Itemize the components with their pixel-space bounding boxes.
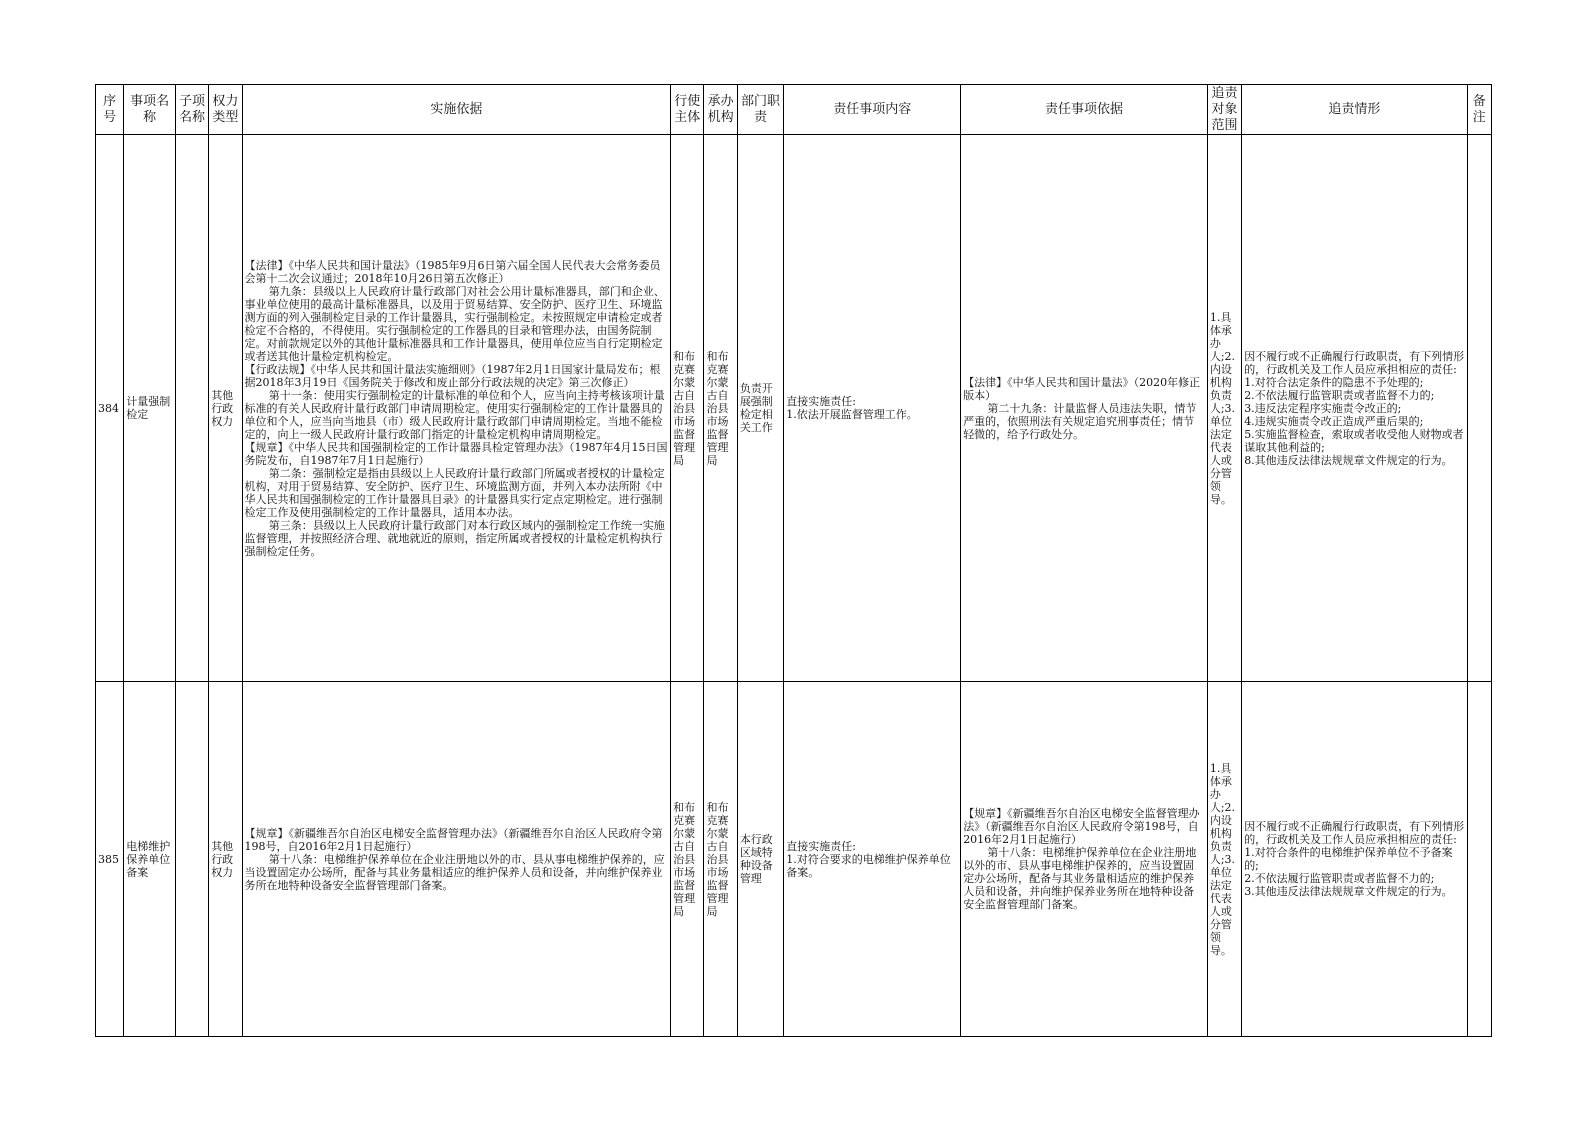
resp-basis-line: 【法律】《中华人民共和国计量法》（2020年修正版本） xyxy=(963,375,1201,402)
basis-line: 【法律】《中华人民共和国计量法》（1985年9月6日第六届全国人民代表大会常务委员会第十二次会议通过；2018年10月26日第五次修正） xyxy=(244,258,661,285)
header-sub-name: 子项名称 xyxy=(175,85,208,135)
accountability-line: 8.其他违反法律法规规章文件规定的行为。 xyxy=(1244,453,1453,467)
basis-cell xyxy=(242,682,671,1037)
dept-duty-cell: 负责开展强制检定相关工作 xyxy=(737,135,783,682)
item-name-cell: 电梯维护保养单位备案 xyxy=(124,682,176,1037)
power-type-cell: 其他行政权力 xyxy=(209,682,242,1037)
header-resp-basis: 责任事项依据 xyxy=(961,85,1208,135)
accountability-scope-cell: 1.具体承办人;2.内设机构负责人;3.单位法定代表人或分管领导。 xyxy=(1207,682,1241,1037)
power-type-cell: 其他行政权力 xyxy=(209,135,242,682)
accountability-line: 3.其他违反法律法规规章文件规定的行为。 xyxy=(1244,885,1453,898)
basis-line: 【规章】《新疆维吾尔自治区电梯安全监督管理办法》（新疆维吾尔自治区人民政府令第198号，自2016年2月1日起施行） xyxy=(244,826,663,853)
org-cell: 和布克赛尔蒙古自治县市场监督管理局 xyxy=(704,682,737,1037)
remark-cell xyxy=(1467,135,1491,682)
sub-name-cell xyxy=(175,135,208,682)
accountability-line: 因不履行或不正确履行行政职责，有下列情形的，行政机关及工作人员应承担相应的责任: xyxy=(1244,349,1465,376)
accountability-line: 因不履行或不正确履行行政职责，有下列情形的，行政机关及工作人员应承担相应的责任: xyxy=(1244,820,1465,846)
resp-content-cell xyxy=(784,682,961,1037)
subject-cell: 和布克赛尔蒙古自治县市场监督管理局 xyxy=(671,682,704,1037)
table-row xyxy=(96,135,1492,682)
accountability-cases-cell xyxy=(1242,135,1467,682)
item-name-cell: 计量强制检定 xyxy=(124,135,176,682)
header-remark: 备注 xyxy=(1467,85,1491,135)
basis-line: 第三条：县级以上人民政府计量行政部门对本行政区域内的强制检定工作统一实施监督管理，并按照经济合理、就地就近的原则，指定所属或者授权的计量检定机构执行强制检定任务。 xyxy=(244,518,665,558)
responsibility-table xyxy=(95,84,1492,1037)
dept-duty-cell: 本行政区域特种设备管理 xyxy=(737,682,783,1037)
resp-basis-line: 第二十九条：计量监督人员违法失职，情节严重的，依照刑法有关规定追究刑事责任；情节轻微的，给予行政处分。 xyxy=(963,401,1197,441)
remark-cell xyxy=(1467,682,1491,1037)
basis-line: 第十一条：使用实行强制检定的计量标准的单位和个人，应当向主持考核该项计量标准的有关人民政府计量行政部门申请周期检定。使用实行强制检定的工作计量器具的单位和个人，应当向当地县（市）级人民政府计量行政部门申请周期检定。当地不能检定的，向上一级人民政府计量行政部门指定的计量检定机构申请周期检定。 xyxy=(244,388,665,441)
resp-content-line: 直接实施责任: xyxy=(786,395,857,408)
resp-basis-line: 第十八条：电梯维护保养单位在企业注册地以外的市、县从事电梯维护保养的，应当设置固定办公场所，配备与其业务量相适应的维护保养人员和设备，并向维护保养业务所在地特种设备安全监督管理部门备案。 xyxy=(963,846,1197,911)
seq-cell: 385 xyxy=(96,682,124,1037)
accountability-line: 5.实施监督检查，索取或者收受他人财物或者谋取其他利益的; xyxy=(1244,427,1464,454)
header-subject: 行使主体 xyxy=(671,85,704,135)
header-org: 承办机构 xyxy=(704,85,737,135)
accountability-line: 2.不依法履行监管职责或者监督不力的; xyxy=(1244,388,1435,402)
header-dept-duty: 部门职责 xyxy=(737,85,783,135)
basis-line: 第二条：强制检定是指由县级以上人民政府计量行政部门所属或者授权的计量检定机构，对用于贸易结算、安全防护、医疗卫生、环境监测方面，并列入本办法所附《中华人民共和国强制检定的工作计量器具目录》的计量器具实行定点定期检定。进行强制检定工作及使用强制检定的工作计量器具，适用本办法。 xyxy=(244,466,665,519)
header-seq: 序号 xyxy=(96,85,124,135)
accountability-line: 3.违反法定程序实施责令改正的; xyxy=(1244,401,1402,415)
sub-name-cell xyxy=(175,682,208,1037)
header-item-name: 事项名称 xyxy=(124,85,176,135)
resp-content-cell xyxy=(784,135,961,682)
header-basis: 实施依据 xyxy=(242,85,671,135)
resp-basis-cell xyxy=(961,135,1208,682)
basis-line: 第九条：县级以上人民政府计量行政部门对社会公用计量标准器具，部门和企业、事业单位使用的最高计量标准器具，以及用于贸易结算、安全防护、医疗卫生、环境监测方面的列入强制检定目录的工作计量器具，实行强制检定。未按照规定申请检定或者检定不合格的，不得使用。实行强制检定的工作器具的目录和管理办法，由国务院制定。对前款规定以外的其他计量标准器具和工作计量器具，使用单位应当自行定期检定或者送其他计量检定机构检定。 xyxy=(244,284,665,363)
header-row xyxy=(96,85,1492,135)
basis-cell xyxy=(242,135,671,682)
accountability-line: 2.不依法履行监管职责或者监督不力的; xyxy=(1244,872,1435,885)
table-row xyxy=(96,682,1492,1037)
header-resp-content: 责任事项内容 xyxy=(784,85,961,135)
seq-cell: 384 xyxy=(96,135,124,682)
resp-content-line: 直接实施责任: xyxy=(786,839,857,853)
accountability-cases-cell xyxy=(1242,682,1467,1037)
accountability-line: 1.对符合条件的电梯维护保养单位不予备案的; xyxy=(1244,846,1453,872)
resp-content-line: 1.对符合要求的电梯维护保养单位备案。 xyxy=(786,852,951,879)
org-cell: 和布克赛尔蒙古自治县市场监督管理局 xyxy=(704,135,737,682)
header-accountability-scope: 追责对象范围 xyxy=(1207,85,1241,135)
header-accountability-cases: 追责情形 xyxy=(1242,85,1467,135)
resp-basis-cell xyxy=(961,682,1208,1037)
subject-cell: 和布克赛尔蒙古自治县市场监督管理局 xyxy=(671,135,704,682)
basis-line: 第十八条：电梯维护保养单位在企业注册地以外的市、县从事电梯维护保养的，应当设置固定办公场所，配备与其业务量相适应的维护保养人员和设备，并向维护保养业务所在地特种设备安全监督管理部门备案。 xyxy=(244,852,665,892)
resp-basis-line: 【规章】《新疆维吾尔自治区电梯安全监督管理办法》（新疆维吾尔自治区人民政府令第198号，自2016年2月1日起施行） xyxy=(963,807,1200,846)
accountability-line: 4.违规实施责令改正造成严重后果的; xyxy=(1244,414,1424,428)
resp-content-line: 1.依法开展监督管理工作。 xyxy=(786,408,918,421)
basis-line: 【规章】《中华人民共和国强制检定的工作计量器具检定管理办法》（1987年4月15日国务院发布，自1987年7月1日起施行） xyxy=(244,440,668,467)
accountability-line: 1.对符合法定条件的隐患不予处理的; xyxy=(1244,375,1424,389)
accountability-scope-cell: 1.具体承办人;2.内设机构负责人;3.单位法定代表人或分管领导。 xyxy=(1207,135,1241,682)
basis-line: 【行政法规】《中华人民共和国计量法实施细则》（1987年2月1日国家计量局发布；根据2018年3月19日《国务院关于修改和废止部分行政法规的决定》第三次修正） xyxy=(244,362,661,389)
header-power-type: 权力类型 xyxy=(209,85,242,135)
